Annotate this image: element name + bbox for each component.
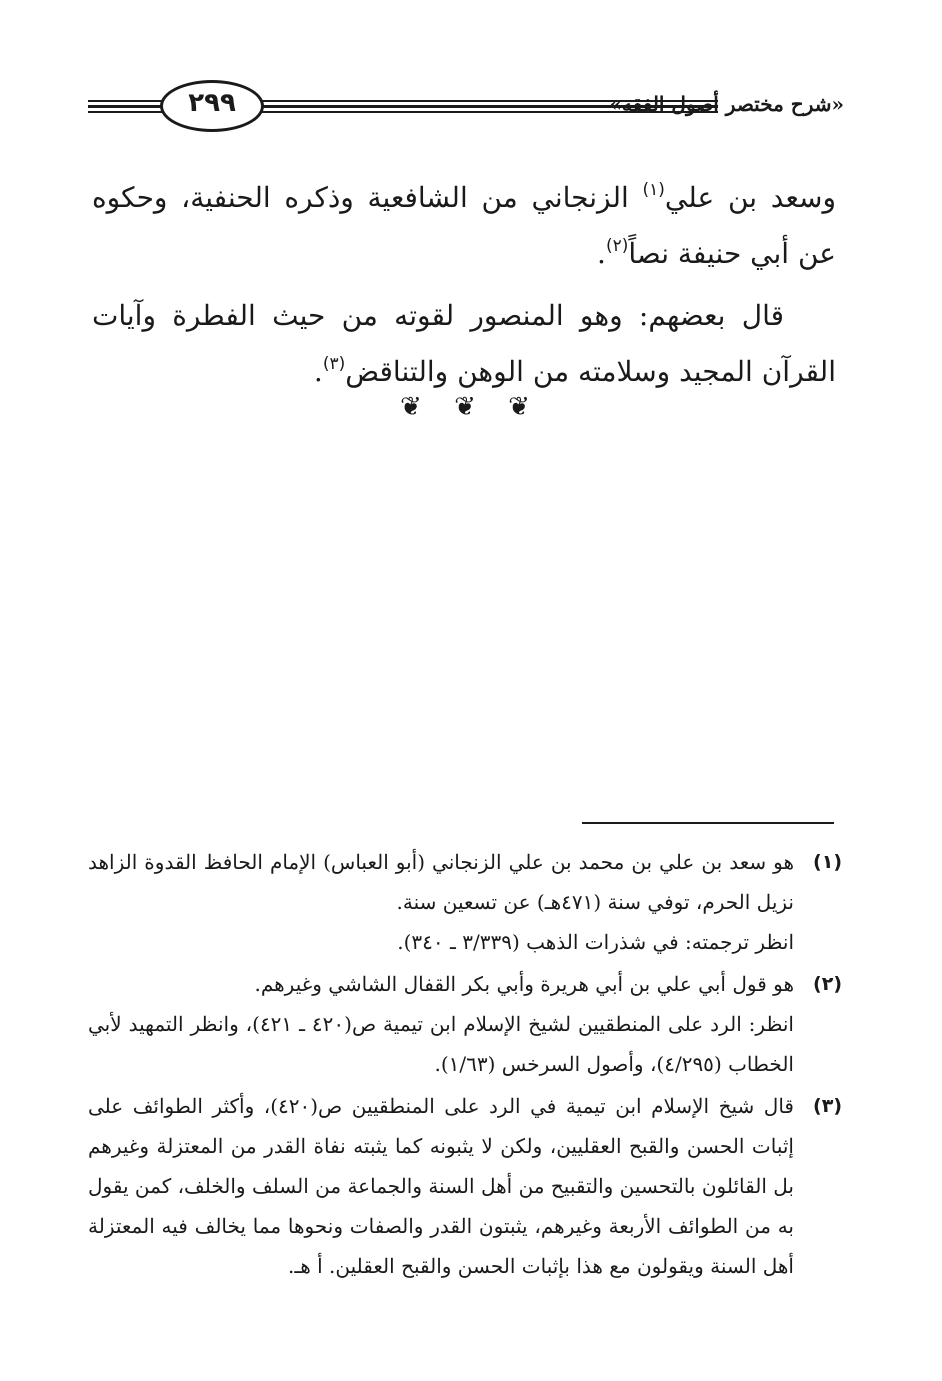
footnote-line: هو قول أبي علي بن أبي هريرة وأبي بكر القفال الشاشي وغيرهم.	[254, 972, 794, 996]
footnote-number: (٣)	[813, 1095, 842, 1117]
paragraph-1-part-2: الزنجاني من الشافعية وذكره الحنفية، وحكوه عن أبي حنيفة نصاً	[92, 181, 836, 270]
running-title: «شرح مختصر أصول الفقه»	[609, 92, 844, 116]
paragraph-1-part-3: .	[597, 237, 606, 270]
footnote-body	[88, 842, 794, 962]
paragraph-2-part-1: قال بعضهم: وهو المنصور لقوته من حيث الفطرة وآيات القرآن المجيد وسلامته من الوهن والتناقض	[92, 299, 836, 388]
header-rule-left	[88, 100, 168, 112]
page-number-oval	[160, 80, 264, 132]
footnote-3	[88, 1086, 842, 1286]
footnote-line: انظر: الرد على المنطقيين لشيخ الإسلام ابن تيمية ص(٤٢٠ ـ ٤٢١)، وانظر التمهيد لأبي الخطاب (٤/٢٩٥)، وأصول السرخس (١/٦٣).	[88, 1012, 794, 1076]
footnote-ref-3: (٣)	[322, 354, 346, 374]
page-number: ٢٩٩	[188, 88, 236, 118]
footnote-ref-2: (٢)	[605, 236, 629, 256]
footnote-2	[88, 964, 842, 1084]
footnote-body	[88, 964, 794, 1084]
footnote-number: (١)	[813, 851, 842, 873]
footnote-1	[88, 842, 842, 962]
footnote-body	[88, 1086, 794, 1286]
paragraph-2	[92, 288, 836, 400]
section-end-ornaments: ❦ ❦ ❦	[400, 392, 542, 422]
footnote-number: (٢)	[813, 973, 842, 995]
footnotes	[88, 842, 842, 1288]
paragraph-1	[92, 170, 836, 282]
main-text	[92, 170, 836, 400]
footnote-separator	[582, 822, 834, 824]
footnote-line: انظر ترجمته: في شذرات الذهب (٣/٣٣٩ ـ ٣٤٠).	[397, 930, 794, 954]
footnote-line: هو سعد بن علي بن محمد بن علي الزنجاني (أبو العباس) الإمام الحافظ القدوة الزاهد نزيل الحرم، توفي سنة (٤٧١هـ) عن تسعين سنة.	[88, 850, 794, 914]
footnote-line: قال شيخ الإسلام ابن تيمية في الرد على المنطقيين ص(٤٢٠)، وأكثر الطوائف على إثبات الحسن والقبح العقليين، ولكن لا يثبونه كما يثبته نفاة القدر من المعتزلة وغيرهم بل القائلون بالتحسين والتقبيح من أهل السنة والجماعة من السلف والخلف، كمن يقول به من الطوائف الأربعة وغيرهم، يثبتون القدر والصفات ونحوها مما يخالف فيه المعتزلة أهل السنة ويقولون مع هذا بإثبات الحسن والقبح العقلين. أ هـ.	[88, 1094, 794, 1278]
paragraph-1-part-1: وسعد بن علي	[664, 181, 836, 214]
footnote-ref-1: (١)	[642, 180, 665, 200]
page-header	[88, 74, 844, 136]
paragraph-2-part-2: .	[313, 355, 323, 388]
